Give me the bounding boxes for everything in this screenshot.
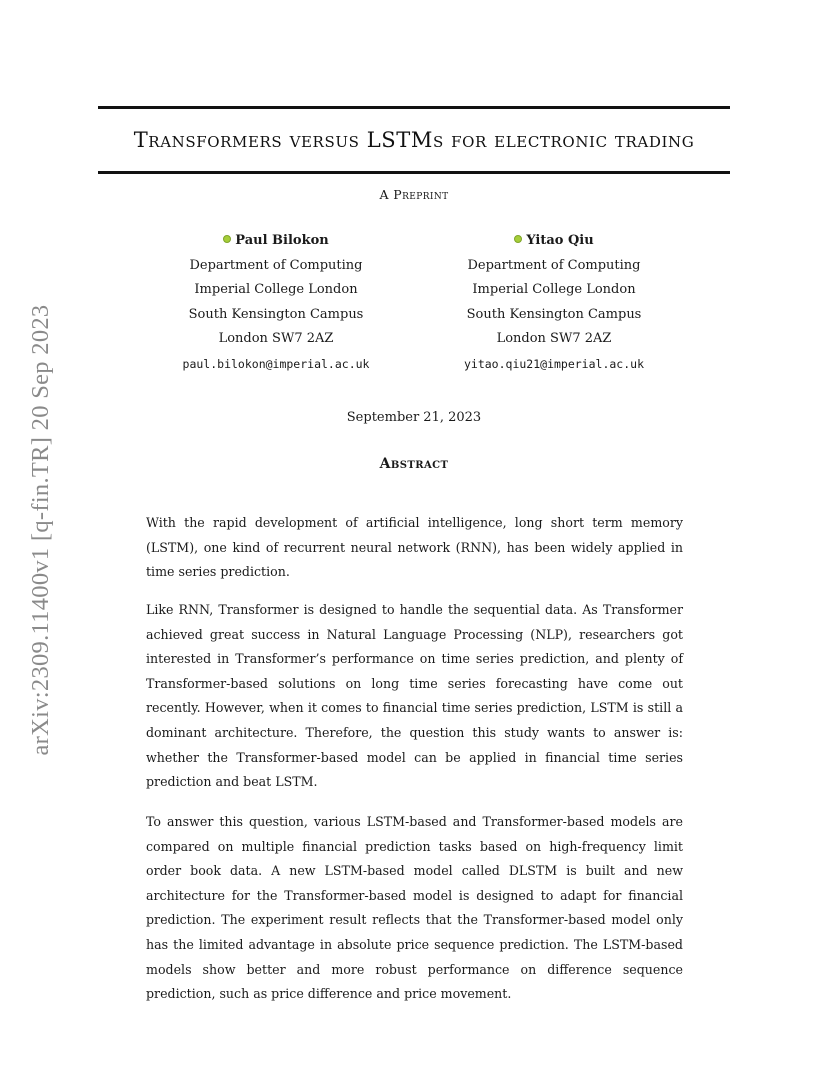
author-institution: Imperial College London	[472, 282, 636, 298]
author-institution: Imperial College London	[194, 282, 358, 298]
arxiv-identifier-stamp: arXiv:2309.11400v1 [q-fin.TR] 20 Sep 2023	[27, 304, 54, 756]
author-city: London SW7 2AZ	[218, 331, 334, 347]
author-name: Yitao Qiu	[424, 229, 684, 254]
title-rule-top	[98, 106, 730, 109]
abstract-paragraph: Like RNN, Transformer is designed to handle the sequential data. As Transformer achieved great success in Natural Language Processing (NLP), researchers got interested in Transformer’s performance on time series prediction, and plenty of Transformer-based solutions on long time series forecasting have come out recently. However, when it comes to financial time series prediction, LSTM is still a dominant architecture. Therefore, the question this study wants to answer is: whether the Transformer-based model can be applied in financial time series prediction and beat LSTM.	[146, 602, 683, 790]
author-department: Department of Computing	[467, 257, 641, 273]
author-email[interactable]: yitao.qiu21@imperial.ac.uk	[463, 356, 644, 371]
author-department: Department of Computing	[189, 257, 363, 273]
title-rule-bottom	[98, 171, 730, 174]
paper-date: September 21, 2023	[346, 410, 482, 425]
orcid-icon[interactable]	[514, 235, 522, 243]
author-block	[146, 229, 406, 377]
orcid-icon[interactable]	[223, 235, 231, 243]
author-city: London SW7 2AZ	[496, 331, 612, 347]
abstract-paragraph: To answer this question, various LSTM-based and Transformer-based models are compared on multiple financial prediction tasks based on high-frequency limit order book data. A new LSTM-based model called DLSTM is built and new architecture for the Transformer-based model is designed to adapt for financial prediction. The experiment result reflects that the Transformer-based model only has the limited advantage in absolute price sequence prediction. The LSTM-based models show better and more robust performance on difference sequence prediction, such as price difference and price movement.	[146, 814, 683, 1002]
abstract-heading: Abstract	[379, 456, 449, 472]
author-campus: South Kensington Campus	[466, 306, 642, 322]
paper-title: Transformers versus LSTMs for electronic trading	[133, 128, 695, 152]
preprint-label: A Preprint	[379, 187, 449, 202]
author-name: Paul Bilokon	[146, 229, 406, 254]
author-email[interactable]: paul.bilokon@imperial.ac.uk	[182, 356, 370, 371]
author-block	[424, 229, 684, 377]
author-campus: South Kensington Campus	[188, 306, 364, 322]
abstract-paragraph: With the rapid development of artificial intelligence, long short term memory (LSTM), one kind of recurrent neural network (RNN), has been widely applied in time series prediction.	[146, 515, 683, 580]
